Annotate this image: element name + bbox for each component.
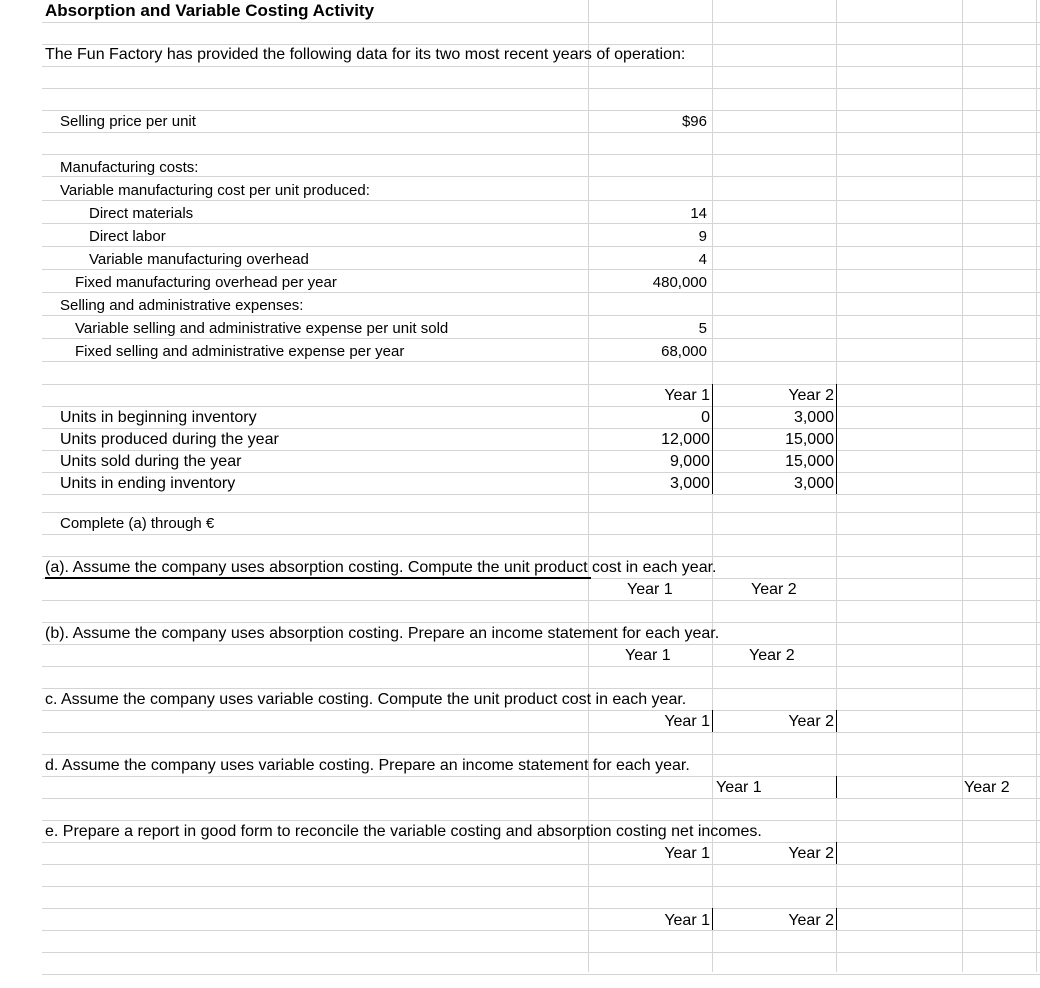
variable-sga-value[interactable]: 5 [698,320,707,337]
part-c-text: c. Assume the company uses variable costing. Compute the unit product cost in each year. [45,691,687,708]
units-row-label: Units produced during the year [60,431,279,448]
part-a-year1: Year 1 [627,581,673,598]
part-e-year2: Year 2 [788,845,834,862]
units-row-label: Units in ending inventory [60,475,236,492]
final-year2: Year 2 [788,912,834,929]
units-row-year2[interactable]: 3,000 [793,409,834,426]
part-d-year1: Year 1 [716,779,762,796]
part-b-year1: Year 1 [625,647,671,664]
units-row-year2[interactable]: 15,000 [785,431,834,448]
units-year1-header: Year 1 [664,387,710,404]
units-row-year2[interactable]: 3,000 [793,475,834,492]
part-e-year1: Year 1 [664,845,710,862]
part-b-text: (b). Assume the company uses absorption costing. Prepare an income statement for each year. [45,625,720,642]
fixed-overhead-value[interactable]: 480,000 [652,274,707,291]
part-b-year2: Year 2 [749,647,795,664]
units-row-year2[interactable]: 15,000 [785,453,834,470]
units-row-label: Units in beginning inventory [60,409,257,426]
direct-labor-label: Direct labor [89,228,166,245]
part-a-text: (a). Assume the company uses absorption costing. Compute the unit product cost in each year. [45,559,717,576]
variable-sga-label: Variable selling and administrative expense per unit sold [75,320,449,337]
final-year1: Year 1 [664,912,710,929]
manufacturing-costs-heading: Manufacturing costs: [60,159,199,176]
part-c-year2: Year 2 [788,713,834,730]
units-year2-header: Year 2 [788,387,834,404]
part-d-text: d. Assume the company uses variable costing. Prepare an income statement for each year. [45,757,690,774]
units-row-year1[interactable]: 0 [701,409,710,426]
page-title: Absorption and Variable Costing Activity [45,1,375,20]
direct-labor-value[interactable]: 9 [698,228,707,245]
variable-overhead-label: Variable manufacturing overhead [89,251,309,268]
variable-mfg-heading: Variable manufacturing cost per unit produced: [60,182,370,199]
variable-overhead-value[interactable]: 4 [698,251,707,268]
direct-materials-value[interactable]: 14 [690,205,707,222]
units-row-year1[interactable]: 9,000 [669,453,710,470]
direct-materials-label: Direct materials [89,205,194,222]
sga-heading: Selling and administrative expenses: [60,297,304,314]
part-a-underline [45,577,591,579]
units-row-year1[interactable]: 3,000 [669,475,710,492]
part-a-year2: Year 2 [751,581,797,598]
part-e-text: e. Prepare a report in good form to reconcile the variable costing and absorption costing net incomes. [45,823,762,840]
selling-price-value[interactable]: $96 [681,113,707,130]
intro-text: The Fun Factory has provided the following data for its two most recent years of operation: [45,46,686,63]
fixed-sga-label: Fixed selling and administrative expense per year [75,343,405,360]
part-c-year1: Year 1 [664,713,710,730]
part-d-year2: Year 2 [964,779,1010,796]
complete-note: Complete (a) through € [60,515,215,532]
fixed-sga-value[interactable]: 68,000 [661,343,707,360]
units-row-label: Units sold during the year [60,453,242,470]
selling-price-label: Selling price per unit [60,113,196,130]
units-row-year1[interactable]: 12,000 [661,431,710,448]
fixed-overhead-label: Fixed manufacturing overhead per year [75,274,337,291]
